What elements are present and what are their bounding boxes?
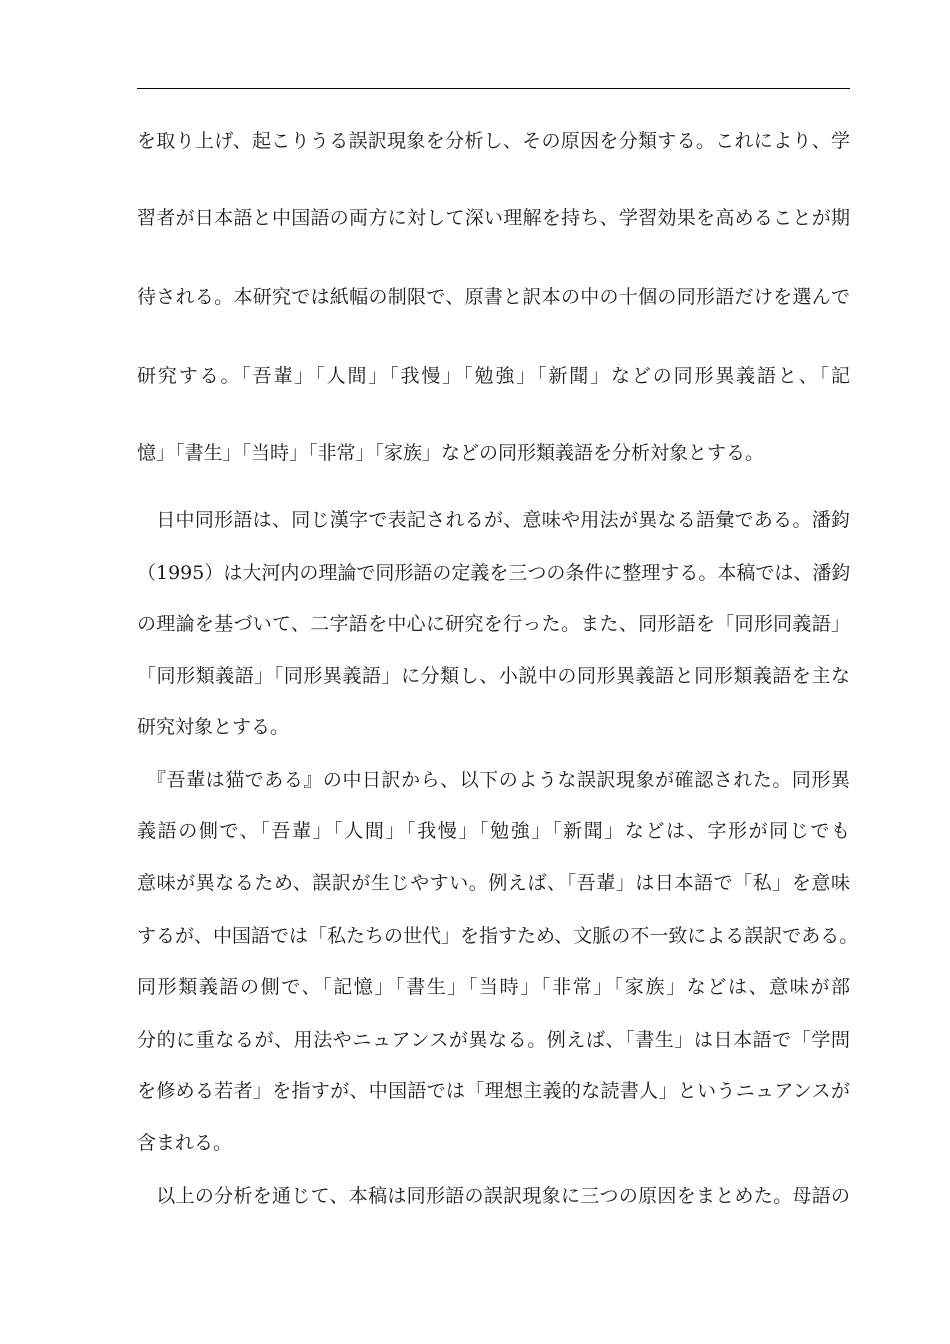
text-line: 研究対象とする。 <box>137 716 290 738</box>
text-line: 義語の側で、「吾輩」「人間」「我慢」「勉強」「新聞」などは、字形が同じでも <box>137 820 850 842</box>
text-line: 以上の分析を通じて、本稿は同形語の誤訳現象に三つの原因をまとめた。母語の <box>137 1185 850 1207</box>
text-line: 「同形類義語」「同形異義語」に分類し、小説中の同形異義語と同形類義語を主な <box>137 665 850 687</box>
text-line: 習者が日本語と中国語の両方に対して深い理解を持ち、学習効果を高めることが期 <box>137 207 850 229</box>
text-line: 憶」「書生」「当時」「非常」「家族」などの同形類義語を分析対象とする。 <box>137 442 765 464</box>
text-line: 分的に重なるが、用法やニュアンスが異なる。例えば、「書生」は日本語で「学問 <box>137 1029 850 1051</box>
text-line: の理論を基づいて、二字語を中心に研究を行った。また、同形語を「同形同義語」 <box>137 613 850 635</box>
text-line: 意味が異なるため、誤訳が生じやすい。例えば、「吾輩」は日本語で「私」を意味 <box>137 872 850 894</box>
header-rule <box>137 88 850 89</box>
text-line: するが、中国語では「私たちの世代」を指すため、文脈の不一致による誤訳である。 <box>137 925 859 947</box>
text-line: 研究する。「吾輩」「人間」「我慢」「勉強」「新聞」などの同形異義語と、「記 <box>137 365 850 387</box>
text-line: 日中同形語は、同じ漢字で表記されるが、意味や用法が異なる語彙である。潘鈞 <box>137 509 850 531</box>
text-line: 同形類義語の側で、「記憶」「書生」「当時」「非常」「家族」などは、意味が部 <box>137 976 850 998</box>
text-line: （1995）は大河内の理論で同形語の定義を三つの条件に整理する。本稿では、潘鈞 <box>137 562 851 584</box>
text-line: を取り上げ、起こりうる誤訳現象を分析し、その原因を分類する。これにより、学 <box>137 130 850 152</box>
text-line: 『吾輩は猫である』の中日訳から、以下のような誤訳現象が確認された。同形異 <box>137 769 850 791</box>
text-line: を修める若者」を指すが、中国語では「理想主義的な読書人」というニュアンスが <box>137 1080 850 1102</box>
text-line: 含まれる。 <box>137 1132 233 1154</box>
text-line: 待される。本研究では紙幅の制限で、原書と訳本の中の十個の同形語だけを選んで <box>137 286 850 308</box>
